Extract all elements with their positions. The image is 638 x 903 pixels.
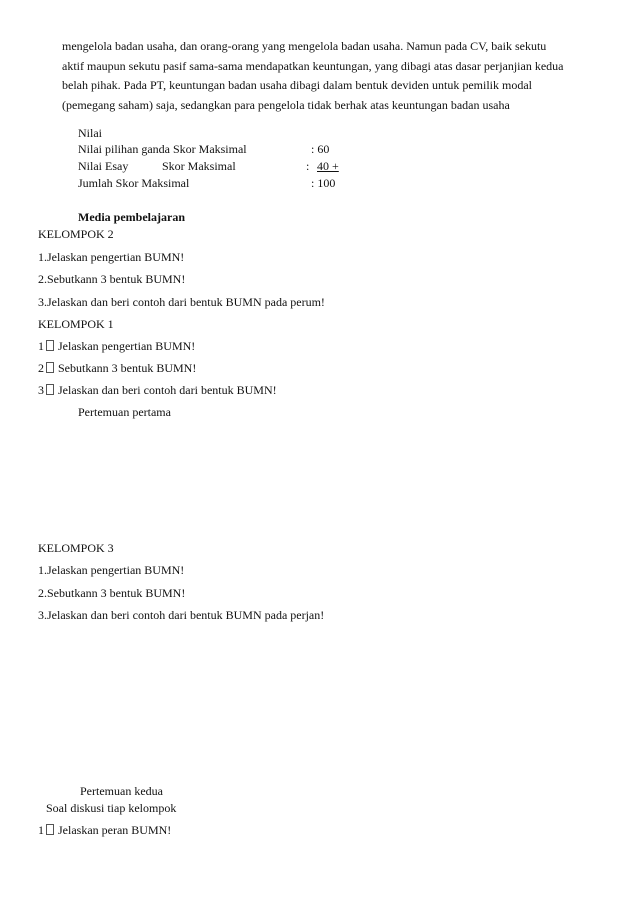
kedua-item (38, 823, 171, 838)
pertemuan-pertama-label: Pertemuan pertama (78, 405, 171, 419)
nilai-esay-value: 40 + (317, 159, 339, 173)
missing-glyph-icon (46, 340, 54, 351)
nilai-esay-colon: : (306, 159, 310, 173)
missing-glyph-icon (46, 362, 54, 373)
media-pembelajaran-heading: Media pembelajaran (78, 210, 185, 224)
item-number: 2 (38, 361, 44, 375)
item-number: 3 (38, 383, 44, 397)
missing-glyph-icon (46, 824, 54, 835)
paragraph-line: (pemegang saham) saja, sedangkan para pengelola tidak berhak atas keuntungan badan usaha (62, 97, 510, 112)
kelompok2-item: 2.Sebutkann 3 bentuk BUMN! (38, 272, 186, 286)
paragraph-line: belah pihak. Pada PT, keuntungan badan usaha dibagi dalam bentuk deviden untuk pemilik modal (62, 78, 532, 92)
nilai-esay-skor-label: Skor Maksimal (162, 159, 236, 173)
kelompok1-item (38, 361, 196, 376)
item-number: 1 (38, 823, 44, 837)
kelompok3-item: 2.Sebutkann 3 bentuk BUMN! (38, 586, 186, 600)
jumlah-skor-label: Jumlah Skor Maksimal (78, 176, 190, 190)
item-text: Jelaskan pengertian BUMN! (58, 339, 196, 353)
item-number: 1 (38, 339, 44, 353)
kelompok1-item (38, 339, 195, 354)
kelompok1-title: KELOMPOK 1 (38, 317, 114, 331)
kelompok3-title: KELOMPOK 3 (38, 541, 114, 555)
nilai-esay-label: Nilai Esay (78, 159, 129, 173)
item-text: Jelaskan peran BUMN! (58, 823, 172, 837)
kelompok2-item: 1.Jelaskan pengertian BUMN! (38, 250, 185, 264)
kelompok3-item: 3.Jelaskan dan beri contoh dari bentuk BUMN pada perjan! (38, 608, 325, 622)
nilai-heading: Nilai (78, 126, 102, 140)
intro-paragraph (62, 37, 602, 115)
pertemuan-kedua-label: Pertemuan kedua (80, 784, 163, 798)
jumlah-skor-value: : 100 (311, 176, 336, 190)
item-text: Sebutkann 3 bentuk BUMN! (58, 361, 197, 375)
kelompok1-item (38, 383, 277, 398)
kelompok2-title: KELOMPOK 2 (38, 227, 114, 241)
nilai-pg-value: : 60 (311, 142, 330, 156)
nilai-pg-label: Nilai pilihan ganda Skor Maksimal (78, 142, 247, 156)
item-text: Jelaskan dan beri contoh dari bentuk BUMN! (58, 383, 277, 397)
kelompok3-item: 1.Jelaskan pengertian BUMN! (38, 563, 185, 577)
paragraph-line: mengelola badan usaha, dan orang-orang yang mengelola badan usaha. Namun pada CV, baik sekutu (62, 39, 547, 53)
kelompok2-item: 3.Jelaskan dan beri contoh dari bentuk BUMN pada perum! (38, 295, 325, 309)
soal-diskusi-label: Soal diskusi tiap kelompok (46, 801, 177, 815)
paragraph-line: aktif maupun sekutu pasif sama-sama mendapatkan keuntungan, yang dibagi atas dasar perjanjian kedua (62, 58, 564, 73)
missing-glyph-icon (46, 384, 54, 395)
